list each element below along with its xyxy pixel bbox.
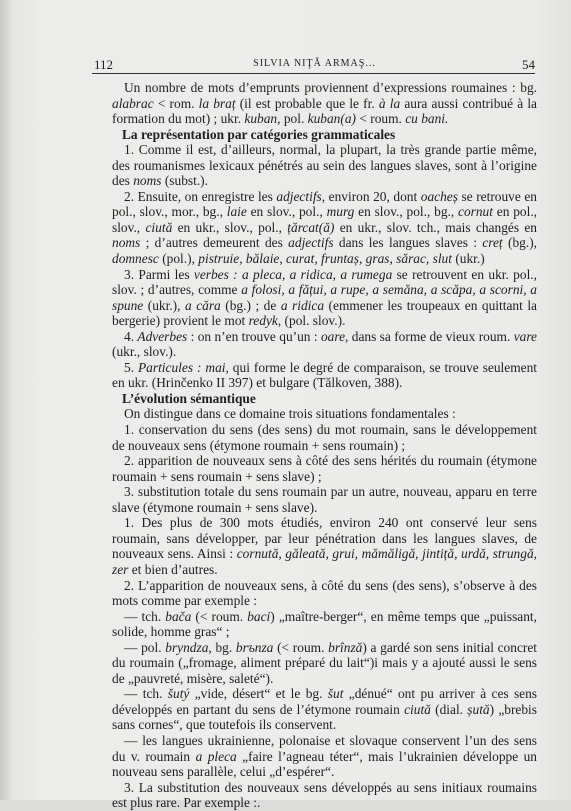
text-run: aura aussi contribué à la formation du mot) ; ukr. [112, 95, 537, 127]
text-run: , (pol. slov.). [277, 313, 346, 329]
text-run: La représentation par catégories grammaticales [122, 126, 396, 142]
paragraph [112, 406, 537, 422]
italic-term: verbes : a pleca, a ridica, a rumega [193, 266, 393, 282]
paragraph [112, 515, 537, 577]
text-run: , bg. [208, 639, 236, 655]
italic-term: șută [467, 701, 490, 717]
paragraph [112, 609, 537, 640]
italic-term: oare [320, 328, 346, 344]
text-run: en ukr., slov., pol., [172, 219, 288, 235]
text-run: ; d’autres demeurent des [140, 235, 289, 251]
running-title: SILVIA NIŢĂ ARMAŞ... [253, 58, 376, 69]
text-run: 2. Ensuite, on enregistre les [124, 188, 277, 204]
text-run: (ukr., slov.). [112, 344, 177, 360]
text-run: (subst.). [161, 173, 208, 189]
text-run: L’évolution sémantique [122, 390, 256, 406]
italic-term: cornut [458, 204, 493, 220]
paragraph [112, 484, 537, 515]
italic-term: a folosi, a fățui, a rupe, a semăna, a scăpa, a scorni, a spune [112, 282, 537, 313]
italic-term: vare [513, 328, 537, 344]
text-run: , pol. [277, 111, 308, 127]
text-run: 1. Comme il est, d’ailleurs, normal, la plupart, la très grande partie même, des roumanismes lexicaux pénétrés au sein des langues slaves, sont à l’origine des [112, 142, 537, 189]
italic-term: bryndza [165, 639, 209, 655]
text-run: ) „maître-berger“, en même temps que „puissant, solide, homme gras“ ; [112, 608, 537, 640]
text-run: : on n’en trouve qu’un : [187, 328, 321, 344]
italic-term: Adverbes [137, 328, 188, 344]
text-run: (< roum. [191, 608, 248, 624]
paragraph [112, 267, 537, 329]
page-number-left: 112 [94, 57, 114, 72]
running-header [94, 57, 535, 73]
italic-term: adjectifs [276, 188, 322, 204]
text-run: en slov., pol., bg., [354, 204, 459, 220]
text-run: se retrouve en pol., slov., mor., bg., [112, 188, 537, 220]
italic-term: bača [165, 608, 192, 624]
paragraph [112, 189, 537, 267]
text-run: — pol. [124, 639, 166, 655]
paragraph [112, 422, 537, 453]
italic-term: baci [247, 608, 271, 624]
text-run: , environ 20, dont [321, 188, 421, 204]
paragraph [112, 329, 537, 360]
header-rule [92, 73, 535, 74]
italic-term: alabrac [112, 95, 154, 111]
italic-term: redyk [248, 313, 278, 329]
text-run: 5. [124, 359, 138, 375]
text-run: „faire l’agneau téter“, mais l’ukrainien développe un nouveau sens parallèle, celui „d’espérer“. [112, 748, 537, 780]
paragraph [112, 453, 537, 484]
text-run: 3. Parmi les [124, 266, 194, 282]
paragraph [112, 578, 537, 609]
section-heading [112, 127, 537, 143]
text-run: On distingue dans ce domaine trois situations fondamentales : [124, 406, 456, 422]
italic-term: à la [378, 95, 401, 111]
italic-term: murg [326, 204, 355, 220]
italic-term: šut [327, 686, 344, 702]
text-run: en ukr., slov. tch., mais changés en [334, 219, 538, 235]
italic-term: a pleca [195, 748, 237, 764]
text-run: , dans sa forme de vieux roum. [345, 328, 514, 344]
italic-term: noms [112, 235, 141, 251]
italic-term: a căra [185, 297, 221, 313]
text-run: < roum. [356, 111, 406, 127]
page-number-right: 54 [522, 57, 535, 72]
italic-term: ciută [145, 219, 173, 235]
text-run: 3. substitution totale du sens roumain par un autre, nouveau, apparu en terre slave (étymone roumain + sens slave). [112, 484, 537, 515]
text-run: ) „brebis sans cornes“, que toutefois ils conservent. [112, 701, 537, 733]
paragraph [112, 360, 537, 391]
text-run: 1. conservation du sens (des sens) du mot roumain, sans le développement de nouveaux sens (étymone roumain + sens roumain) ; [112, 422, 537, 453]
text-run: — tch. [124, 686, 168, 702]
italic-term: a ridica [280, 297, 325, 313]
text-run: „vide, désert“ et le bg. [189, 686, 328, 702]
text-run: dans les langues slaves : [333, 235, 483, 251]
text-run: (< roum. [273, 639, 329, 655]
paragraph [112, 686, 537, 733]
paragraph [112, 640, 537, 687]
italic-term: domnesc [112, 251, 159, 267]
text-run: — tch. [124, 608, 166, 624]
italic-term: pistruie, bălaie, curat, fruntaș, gras, sărac, slut [198, 251, 452, 267]
text-run: ) a gardé son sens initial concret du roumain („fromage, aliment préparé du lait“)i mais y a ajouté aussi le sens de „pauvreté, misère, saleté“). [112, 639, 538, 686]
text-run: 1. Des plus de 300 mots étudiés, environ 240 ont conservé leur sens roumain, sans développer, par leur pénétration dans les langues slaves, de nouveaux sens. Ainsi : [112, 515, 537, 562]
italic-term: kuban [244, 111, 278, 127]
text-run: (ukr.) [451, 251, 485, 267]
italic-term: laie [226, 204, 247, 220]
text-run: (dial. [430, 701, 468, 717]
text-run: (il est probable que le fr. [235, 95, 379, 111]
text-run: „dénué“ ont pu arriver à ces sens développés en partant du sens de l’étymone roumain [112, 686, 538, 717]
italic-term: brъnza [235, 639, 274, 655]
text-run: se retrouvent en ukr. pol., slov. ; d’autres, comme [112, 266, 537, 298]
italic-term: Particules : mai [138, 359, 226, 375]
text-run: en slov., pol., [246, 204, 327, 220]
article-body [112, 80, 537, 811]
italic-term: brînză [328, 639, 363, 655]
italic-term: creț [482, 235, 503, 251]
paragraph [112, 780, 537, 811]
text-run: , qui forme le degré de comparaison, se trouve seulement en ukr. (Hrinčenko II 397) et bulgare (Tălkoven, 388). [112, 359, 537, 391]
section-heading [112, 391, 537, 407]
italic-term: cu bani. [405, 111, 449, 127]
paragraph [112, 142, 537, 189]
italic-term: oacheș [420, 188, 458, 204]
italic-term: šutý [167, 686, 190, 702]
text-run: 4. [124, 328, 138, 344]
text-run: (pol.), [158, 251, 199, 267]
text-run: et bien d’autres. [128, 561, 218, 577]
italic-term: kuban(a) [307, 111, 356, 127]
paragraph [112, 733, 537, 780]
paragraph [112, 80, 537, 127]
text-run: 3. La substitution des nouveaux sens développés au sens initiaux roumains est plus rare. Par exemple :. [112, 779, 537, 811]
text-run: < rom. [153, 95, 199, 111]
italic-term: țărcat(ă) [287, 219, 335, 235]
italic-term: noms [133, 173, 162, 189]
text-run: (ukr.), [143, 297, 185, 313]
text-run: (bg.), [502, 235, 537, 251]
text-run: 2. apparition de nouveaux sens à côté des sens hérités du roumain (étymone roumain + sens roumain + sens slave) ; [112, 453, 537, 484]
italic-term: adjectifs [288, 235, 334, 251]
italic-term: la braț [198, 95, 236, 111]
text-run: — les langues ukrainienne, polonaise et slovaque conservent l’un des sens du v. roumain [112, 732, 537, 764]
italic-term: cornută, găleată, grui, mămăligă, jintiță, urdă, strungă, zer [112, 546, 537, 577]
text-run: en pol., slov., [112, 204, 538, 235]
italic-term: ciută [404, 701, 431, 717]
text-run: (emmener les troupeaux en quittant la bergerie) provient le mot [112, 297, 538, 329]
text-run: (bg.) ; de [220, 297, 281, 313]
text-run: 2. L’apparition de nouveaux sens, à côté du sens (des sens), s’observe à des mots comme par exemple : [112, 577, 537, 609]
text-run: Un nombre de mots d’emprunts proviennent d’expressions roumaines : bg. [124, 80, 537, 95]
